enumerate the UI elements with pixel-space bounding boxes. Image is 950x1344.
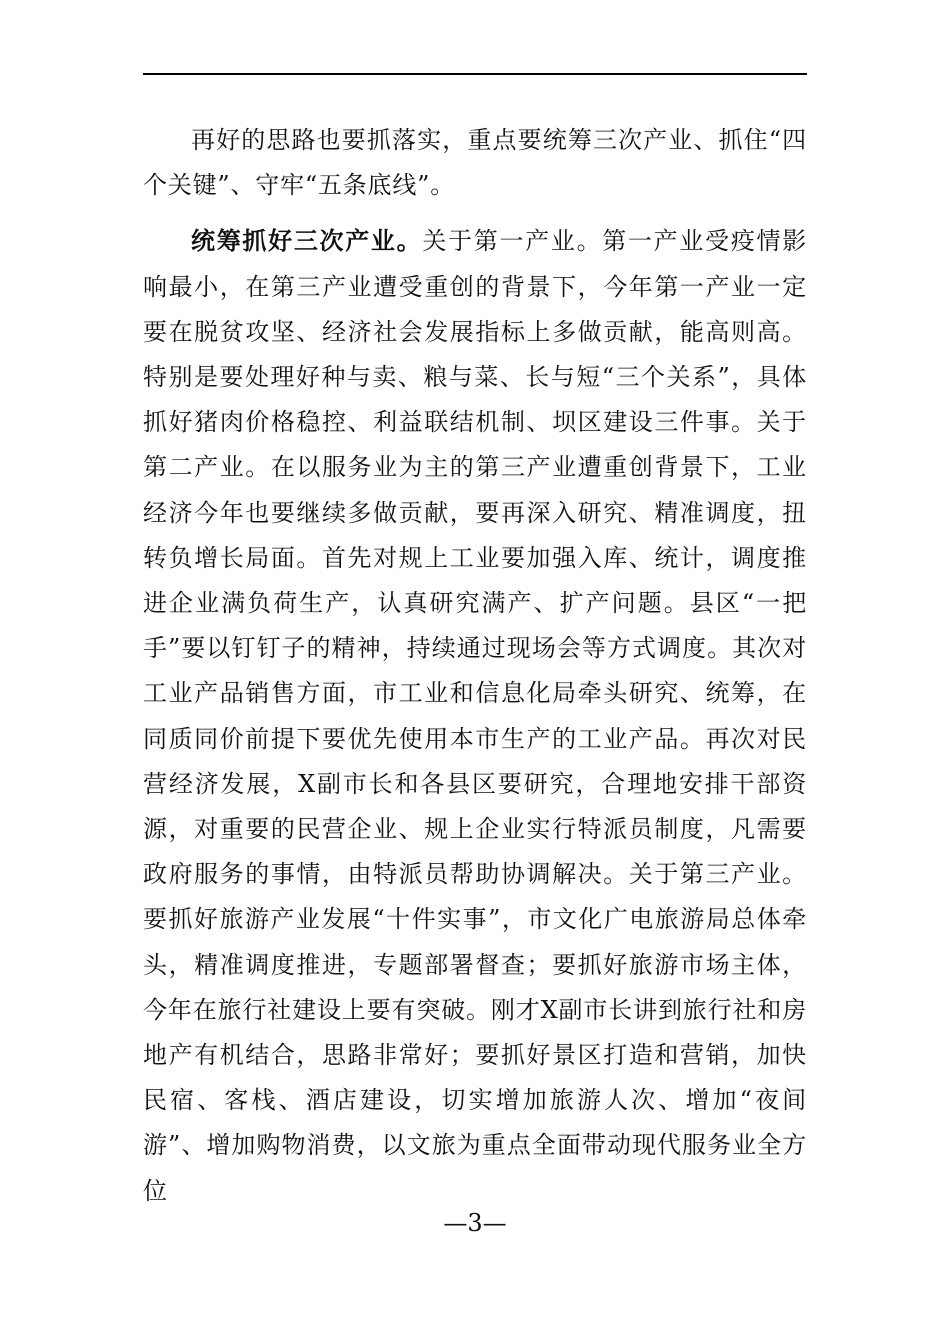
page-number: —3— — [443, 1209, 507, 1237]
paragraph-text: 再好的思路也要抓落实，重点要统筹三次产业、抓住“四个关键”、守牢“五条底线”。 — [143, 126, 807, 200]
paragraph-text: 关于第一产业。第一产业受疫情影响最小，在第三产业遭受重创的背景下，今年第一产业一定要在脱贫攻坚、经济社会发展指标上多做贡献，能高则高。特别是要处理好种与卖、粮与菜、长与短“三个关系”，具体抓好猪肉价格稳控、利益联结机制、坝区建设三件事。关于第二产业。在以服务业为主的第三产业遭重创背景下，工业经济今年也要继续多做贡献，要再深入研究、精准调度，扭转负增长局面。首先对规上工业要加强入库、统计，调度推进企业满负荷生产，认真研究满产、扩产问题。县区“一把手”要以钉钉子的精神，持续通过现场会等方式调度。其次对工业产品销售方面，市工业和信息化局牵头研究、统筹，在同质同价前提下要优先使用本市生产的工业产品。再次对民营经济发展，X副市长和各县区要研究，合理地安排干部资源，对重要的民营企业、规上企业实行特派员制度，凡需要政府服务的事情，由特派员帮助协调解决。关于第三产业。要抓好旅游产业发展“十件实事”，市文化广电旅游局总体牵头，精准调度推进，专题部署督查；要抓好旅游市场主体，今年在旅行社建设上要有突破。刚才X副市长讲到旅行社和房地产有机结合，思路非常好；要抓好景区打造和营销，加快民宿、客栈、酒店建设，切实增加旅游人次、增加“夜间游”、增加购物消费，以文旅为重点全面带动现代服务业全方位 — [143, 227, 808, 1205]
paragraph-industries — [143, 218, 807, 1213]
paragraph-lead-heading: 统筹抓好三次产业。 — [191, 226, 423, 256]
header-rule — [143, 73, 807, 75]
paragraph-intro — [143, 118, 807, 208]
document-body — [143, 118, 807, 1214]
